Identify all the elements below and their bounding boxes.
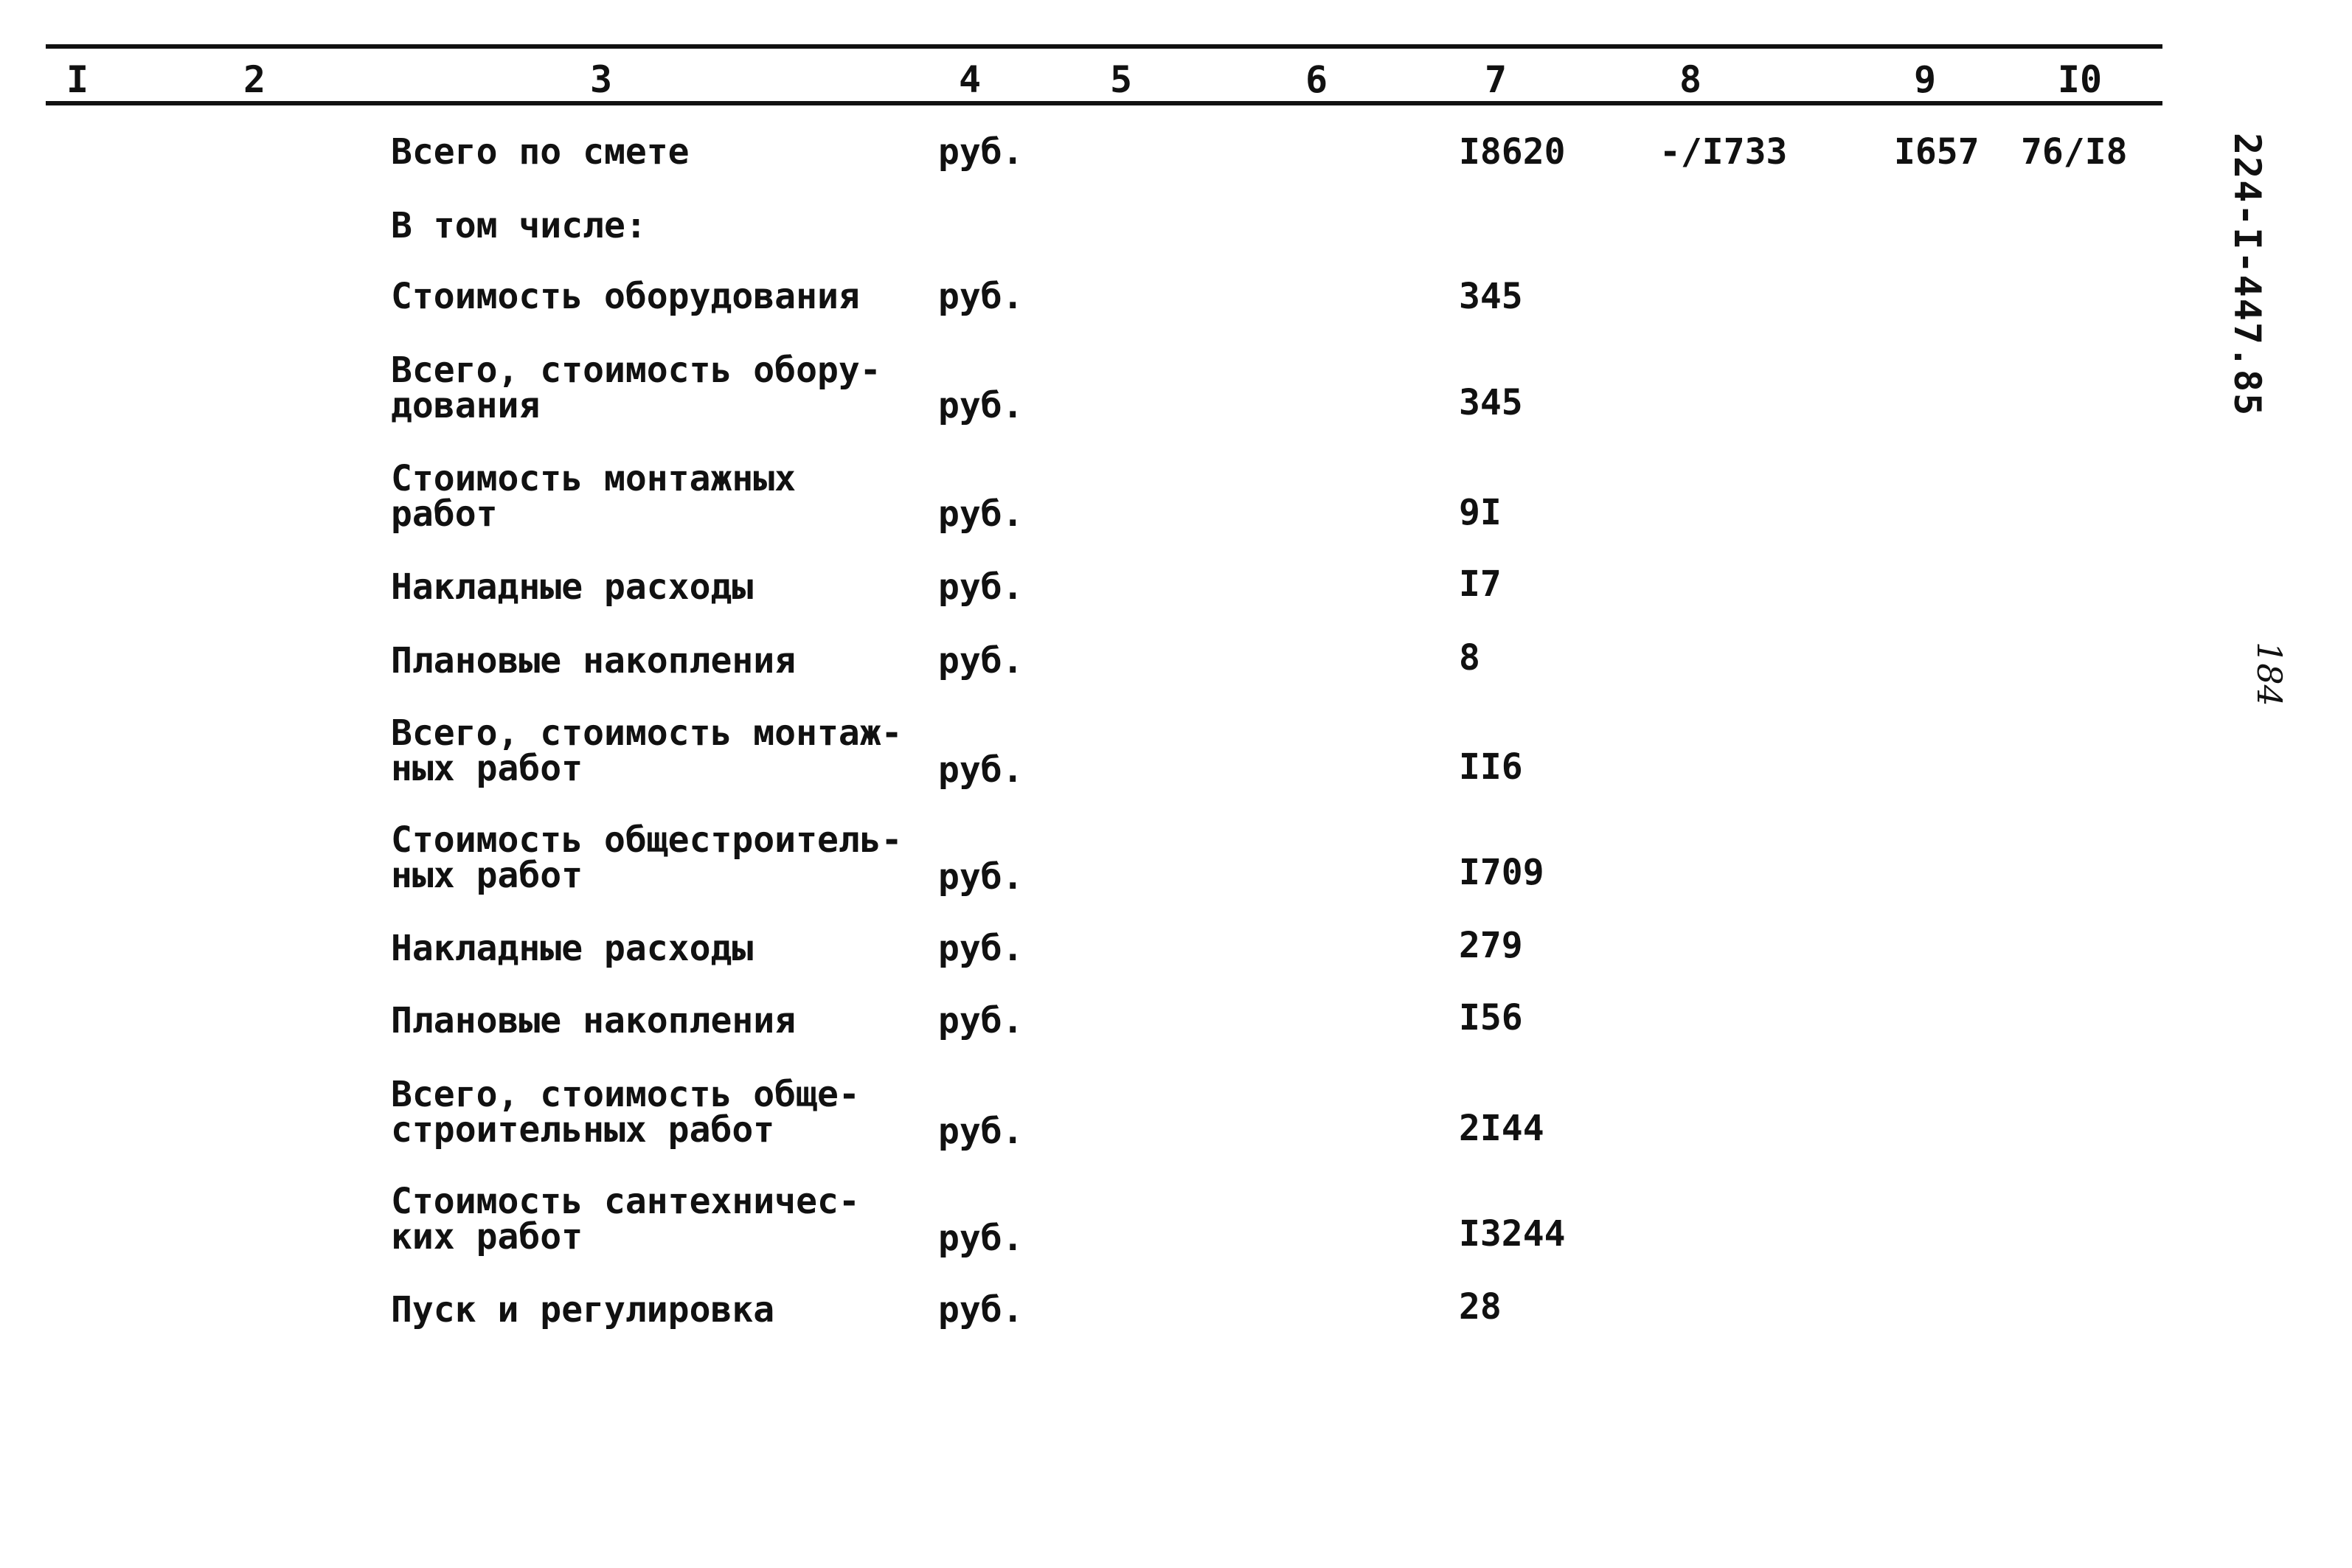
unit-cell: руб. [938,493,1024,535]
column-header-2: 2 [243,58,266,101]
value-col-7: 345 [1459,382,1523,423]
column-header-10: I0 [2057,58,2103,101]
value-col-7: I7 [1459,563,1502,605]
value-col-7: 345 [1459,276,1523,317]
column-header-5: 5 [1109,58,1133,101]
unit-cell: руб. [938,856,1024,898]
item-name: Стоимость общестроитель- ных работ [391,819,903,896]
item-name: Всего, стоимость монтаж- ных работ [391,712,903,789]
column-header-9: 9 [1913,58,1937,101]
unit-cell: руб. [938,749,1024,791]
value-col-7: I8620 [1459,131,1566,173]
item-name: Стоимость монтажных работ [391,458,797,535]
column-header-8: 8 [1679,58,1702,101]
unit-cell: руб. [938,928,1024,969]
value-col-7: II6 [1459,746,1523,788]
value-col-7: 2I44 [1459,1108,1544,1149]
item-name: Плановые накопления [391,640,797,681]
column-header-4: 4 [958,58,982,101]
column-header-1: I [66,58,89,101]
value-col-9: I657 [1894,131,1980,173]
unit-cell: руб. [938,1218,1024,1259]
item-name: Пуск и регулировка [391,1289,775,1331]
unit-cell: руб. [938,276,1024,317]
unit-cell: руб. [938,1289,1024,1331]
column-header-6: 6 [1305,58,1328,101]
item-name: Всего по смете [391,131,690,173]
value-col-7: 8 [1459,637,1480,679]
value-col-8: -/I733 [1659,131,1788,173]
item-name: Всего, стоимость обору- дования [391,350,881,426]
item-name: Накладные расходы [391,566,754,608]
value-col-7: 9I [1459,492,1502,533]
value-col-7: I56 [1459,997,1523,1038]
value-col-7: 279 [1459,925,1523,966]
item-name: Плановые накопления [391,1000,797,1041]
unit-cell: руб. [938,1111,1024,1152]
value-col-7: I3244 [1459,1213,1566,1255]
unit-cell: руб. [938,385,1024,426]
value-col-7: I709 [1459,852,1544,893]
unit-cell: руб. [938,566,1024,608]
item-name: В том числе: [391,205,647,246]
column-header-3: 3 [589,58,613,101]
item-name: Стоимость оборудования [391,276,860,317]
unit-cell: руб. [938,1000,1024,1041]
document-code: 224-I-447.85 [2226,133,2269,417]
unit-cell: руб. [938,640,1024,681]
item-name: Стоимость сантехничес- ких работ [391,1181,860,1257]
column-header-7: 7 [1484,58,1508,101]
unit-cell: руб. [938,131,1024,173]
header-bottom-rule [46,101,2162,105]
page-number: 184 [2249,642,2289,707]
value-col-7: 28 [1459,1286,1502,1328]
header-top-rule [46,44,2162,49]
item-name: Всего, стоимость обще- строительных работ [391,1074,860,1151]
item-name: Накладные расходы [391,928,754,969]
value-col-10: 76/I8 [2021,131,2128,173]
